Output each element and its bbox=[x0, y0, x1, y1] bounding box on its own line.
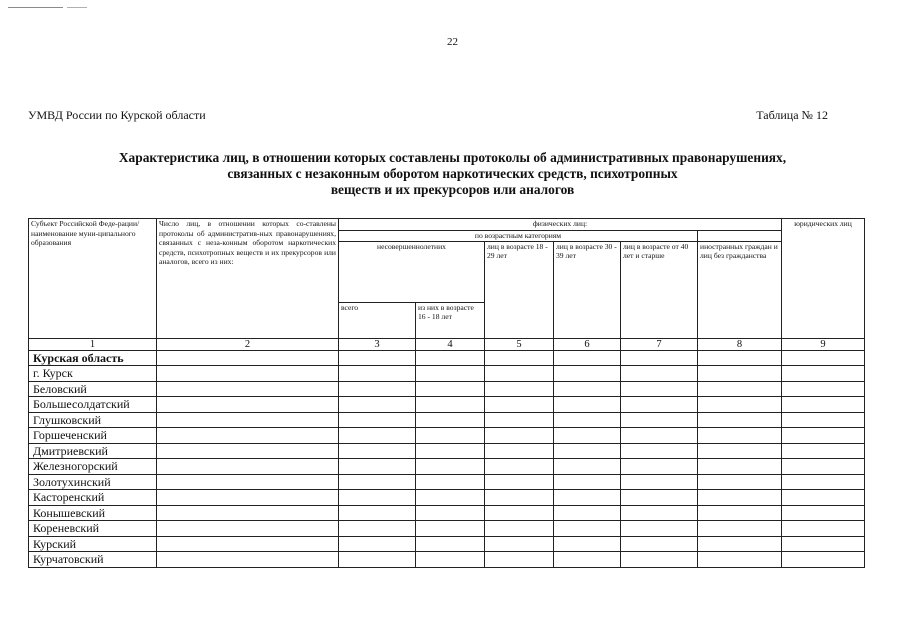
value-cell bbox=[339, 412, 416, 428]
value-cell bbox=[782, 490, 865, 506]
value-cell bbox=[157, 381, 339, 397]
value-cell bbox=[621, 350, 698, 366]
scan-artifact-line bbox=[8, 7, 63, 8]
value-cell bbox=[416, 552, 485, 568]
column-numbers-row bbox=[29, 338, 865, 350]
scan-artifact-line bbox=[67, 7, 87, 8]
title-line: Характеристика лиц, в отношении которых составлены протоколы об административных правонарушениях, bbox=[118, 150, 787, 165]
value-cell bbox=[698, 443, 782, 459]
value-cell bbox=[782, 552, 865, 568]
region-name: Конышевский bbox=[29, 505, 157, 521]
value-cell bbox=[782, 397, 865, 413]
value-cell bbox=[621, 366, 698, 382]
value-cell bbox=[339, 366, 416, 382]
value-cell bbox=[339, 459, 416, 475]
value-cell bbox=[416, 490, 485, 506]
column-number: 4 bbox=[416, 338, 485, 350]
value-cell bbox=[485, 366, 554, 382]
statistics-table bbox=[28, 218, 865, 568]
region-name: Кореневский bbox=[29, 521, 157, 537]
value-cell bbox=[416, 521, 485, 537]
header-legal-entities: юридических лиц bbox=[782, 219, 865, 339]
header-minors-total: всего bbox=[339, 302, 416, 338]
title-line: связанных с незаконным оборотом наркотических средств, психотропных bbox=[227, 166, 678, 181]
value-cell bbox=[485, 459, 554, 475]
value-cell bbox=[485, 521, 554, 537]
value-cell bbox=[621, 381, 698, 397]
region-name: Курчатовский bbox=[29, 552, 157, 568]
region-name: Курская область bbox=[29, 350, 157, 366]
value-cell bbox=[157, 490, 339, 506]
value-cell bbox=[621, 552, 698, 568]
title-line: веществ и их прекурсоров или аналогов bbox=[330, 182, 575, 197]
header-age-40-plus: лиц в возрасте от 40 лет и старше bbox=[621, 241, 698, 338]
header-total: Число лиц, в отношении которых со-ставлены протоколы об административ-ных правонарушениях, связанных с неза-конным оборотом наркотических средств, психотропных веществ и их прекурсоров или аналогов, всего из них: bbox=[157, 219, 339, 339]
header-blank-cell bbox=[698, 231, 782, 242]
region-name: Горшеченский bbox=[29, 428, 157, 444]
header-foreigners: иностранных граждан и лиц без гражданства bbox=[698, 241, 782, 338]
value-cell bbox=[554, 459, 621, 475]
value-cell bbox=[339, 536, 416, 552]
value-cell bbox=[485, 381, 554, 397]
value-cell bbox=[698, 505, 782, 521]
value-cell bbox=[416, 350, 485, 366]
region-name: г. Курск bbox=[29, 366, 157, 382]
header-age-30-39: лиц в возрасте 30 - 39 лет bbox=[554, 241, 621, 338]
header-subject: Субъект Российской Феде-рации/наименование муни-ципального образования bbox=[29, 219, 157, 339]
value-cell bbox=[416, 505, 485, 521]
value-cell bbox=[554, 536, 621, 552]
table-row bbox=[29, 428, 865, 444]
value-cell bbox=[621, 490, 698, 506]
value-cell bbox=[782, 505, 865, 521]
value-cell bbox=[698, 552, 782, 568]
column-number: 1 bbox=[29, 338, 157, 350]
table-row bbox=[29, 412, 865, 428]
value-cell bbox=[157, 505, 339, 521]
value-cell bbox=[485, 397, 554, 413]
table-row bbox=[29, 490, 865, 506]
value-cell bbox=[339, 474, 416, 490]
table-row bbox=[29, 381, 865, 397]
region-name: Золотухинский bbox=[29, 474, 157, 490]
value-cell bbox=[157, 412, 339, 428]
value-cell bbox=[554, 350, 621, 366]
value-cell bbox=[157, 428, 339, 444]
value-cell bbox=[621, 505, 698, 521]
value-cell bbox=[698, 397, 782, 413]
value-cell bbox=[416, 397, 485, 413]
header-individuals: физических лиц: bbox=[339, 219, 782, 231]
region-name: Курский bbox=[29, 536, 157, 552]
value-cell bbox=[416, 459, 485, 475]
value-cell bbox=[698, 459, 782, 475]
value-cell bbox=[339, 490, 416, 506]
value-cell bbox=[698, 490, 782, 506]
page-number: 22 bbox=[447, 36, 458, 48]
region-name: Железногорский bbox=[29, 459, 157, 475]
table-row bbox=[29, 397, 865, 413]
value-cell bbox=[339, 521, 416, 537]
table-row bbox=[29, 474, 865, 490]
value-cell bbox=[157, 397, 339, 413]
value-cell bbox=[157, 366, 339, 382]
region-name: Беловский bbox=[29, 381, 157, 397]
region-name: Большесолдатский bbox=[29, 397, 157, 413]
value-cell bbox=[339, 397, 416, 413]
column-number: 3 bbox=[339, 338, 416, 350]
value-cell bbox=[698, 474, 782, 490]
value-cell bbox=[698, 412, 782, 428]
table-label: Таблица № 12 bbox=[756, 108, 828, 122]
value-cell bbox=[157, 443, 339, 459]
value-cell bbox=[782, 474, 865, 490]
value-cell bbox=[485, 428, 554, 444]
value-cell bbox=[621, 443, 698, 459]
value-cell bbox=[554, 521, 621, 537]
value-cell bbox=[485, 350, 554, 366]
value-cell bbox=[782, 350, 865, 366]
value-cell bbox=[621, 459, 698, 475]
column-number: 9 bbox=[782, 338, 865, 350]
value-cell bbox=[782, 443, 865, 459]
value-cell bbox=[698, 381, 782, 397]
value-cell bbox=[554, 397, 621, 413]
value-cell bbox=[782, 428, 865, 444]
value-cell bbox=[339, 381, 416, 397]
value-cell bbox=[485, 443, 554, 459]
table-row bbox=[29, 552, 865, 568]
value-cell bbox=[554, 412, 621, 428]
value-cell bbox=[157, 459, 339, 475]
value-cell bbox=[485, 536, 554, 552]
value-cell bbox=[554, 552, 621, 568]
value-cell bbox=[416, 536, 485, 552]
value-cell bbox=[485, 490, 554, 506]
table-row bbox=[29, 536, 865, 552]
value-cell bbox=[416, 412, 485, 428]
value-cell bbox=[698, 521, 782, 537]
value-cell bbox=[485, 474, 554, 490]
value-cell bbox=[339, 443, 416, 459]
table-row bbox=[29, 350, 865, 366]
value-cell bbox=[554, 381, 621, 397]
value-cell bbox=[339, 552, 416, 568]
table-row bbox=[29, 521, 865, 537]
header-minors: несовершеннолетних bbox=[339, 241, 485, 302]
table-row bbox=[29, 505, 865, 521]
value-cell bbox=[339, 505, 416, 521]
document-title bbox=[20, 150, 885, 198]
value-cell bbox=[416, 474, 485, 490]
value-cell bbox=[157, 521, 339, 537]
value-cell bbox=[554, 366, 621, 382]
column-number: 8 bbox=[698, 338, 782, 350]
value-cell bbox=[485, 412, 554, 428]
value-cell bbox=[554, 505, 621, 521]
value-cell bbox=[416, 428, 485, 444]
value-cell bbox=[339, 428, 416, 444]
value-cell bbox=[157, 350, 339, 366]
value-cell bbox=[416, 366, 485, 382]
header-by-age: по возрастным категориям bbox=[339, 231, 698, 242]
value-cell bbox=[416, 381, 485, 397]
value-cell bbox=[621, 474, 698, 490]
column-number: 5 bbox=[485, 338, 554, 350]
value-cell bbox=[416, 443, 485, 459]
header-minors-16-18: из них в возрасте 16 - 18 лет bbox=[416, 302, 485, 338]
value-cell bbox=[485, 552, 554, 568]
column-number: 2 bbox=[157, 338, 339, 350]
value-cell bbox=[621, 428, 698, 444]
value-cell bbox=[621, 536, 698, 552]
value-cell bbox=[621, 397, 698, 413]
value-cell bbox=[157, 536, 339, 552]
value-cell bbox=[554, 474, 621, 490]
value-cell bbox=[157, 474, 339, 490]
value-cell bbox=[698, 536, 782, 552]
value-cell bbox=[698, 428, 782, 444]
header-age-18-29: лиц в возрасте 18 - 29 лет bbox=[485, 241, 554, 338]
value-cell bbox=[157, 552, 339, 568]
value-cell bbox=[782, 381, 865, 397]
value-cell bbox=[554, 428, 621, 444]
table-row bbox=[29, 366, 865, 382]
value-cell bbox=[621, 521, 698, 537]
table-row bbox=[29, 443, 865, 459]
column-number: 6 bbox=[554, 338, 621, 350]
value-cell bbox=[782, 412, 865, 428]
value-cell bbox=[782, 521, 865, 537]
table-body bbox=[29, 350, 865, 567]
region-name: Глушковский bbox=[29, 412, 157, 428]
value-cell bbox=[485, 505, 554, 521]
value-cell bbox=[554, 443, 621, 459]
value-cell bbox=[554, 490, 621, 506]
column-number: 7 bbox=[621, 338, 698, 350]
value-cell bbox=[782, 459, 865, 475]
table-row bbox=[29, 459, 865, 475]
value-cell bbox=[621, 412, 698, 428]
value-cell bbox=[782, 536, 865, 552]
organization-name: УМВД России по Курской области bbox=[28, 108, 206, 122]
value-cell bbox=[698, 366, 782, 382]
value-cell bbox=[782, 366, 865, 382]
value-cell bbox=[339, 350, 416, 366]
value-cell bbox=[698, 350, 782, 366]
region-name: Дмитриевский bbox=[29, 443, 157, 459]
region-name: Касторенский bbox=[29, 490, 157, 506]
